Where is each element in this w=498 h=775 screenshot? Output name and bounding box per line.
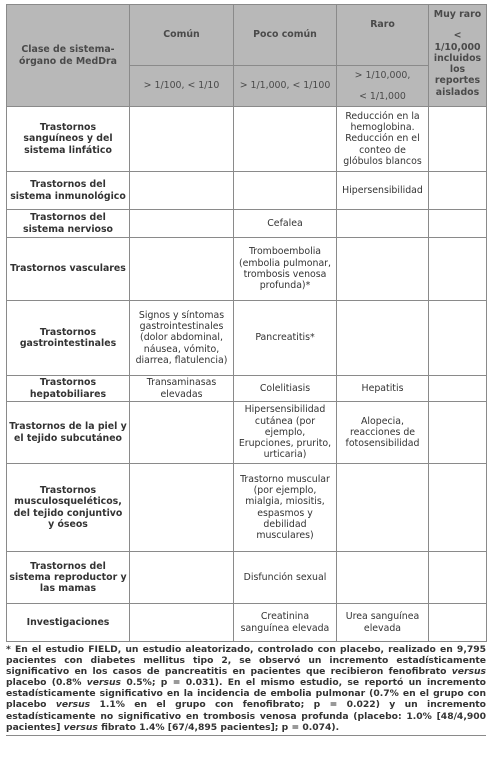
footnote-part: * En el estudio FIELD, un estudio aleatorizado, controlado con placebo, realizado en 9,795 pacientes con diabetes mellitus tipo 2, se observó un incremento estadísticamente significativo en los casos de pancreatitis en pacientes que recibieron fenofibrato bbox=[6, 644, 486, 678]
uncommon-cell: Creatinina sanguínea elevada bbox=[234, 604, 337, 642]
rare-cell: Hepatitis bbox=[337, 376, 429, 402]
soc-cell: Trastornos sanguíneos y del sistema linfático bbox=[7, 107, 130, 172]
footnote-part: 0.5%; p = 0.031). En el mismo estudio, se reportó un incremento estadísticamente significativo en la incidencia de embolia pulmonar (0.7% en el grupo con placebo bbox=[6, 677, 486, 711]
header-very-rare-label: Muy raro bbox=[433, 9, 482, 20]
common-cell: Transaminasas elevadas bbox=[130, 376, 234, 402]
very-rare-cell bbox=[429, 464, 487, 552]
very-rare-cell bbox=[429, 238, 487, 301]
soc-cell: Trastornos del sistema reproductor y las mamas bbox=[7, 552, 130, 604]
soc-cell: Trastornos de la piel y el tejido subcutáneo bbox=[7, 402, 130, 464]
rare-cell: Hipersensibilidad bbox=[337, 172, 429, 210]
soc-cell: Trastornos musculosqueléticos, del tejido conjuntivo y óseos bbox=[7, 464, 130, 552]
very-rare-cell bbox=[429, 301, 487, 376]
rare-cell: Urea sanguínea elevada bbox=[337, 604, 429, 642]
uncommon-cell: Trastorno muscular (por ejemplo, mialgia, miositis, espasmos y debilidad musculares) bbox=[234, 464, 337, 552]
footnote-italic: versus bbox=[86, 677, 122, 689]
uncommon-cell bbox=[234, 172, 337, 210]
table-row bbox=[7, 107, 487, 172]
rare-cell bbox=[337, 301, 429, 376]
common-cell bbox=[130, 172, 234, 210]
freq-rare-b: < 1/1,000 bbox=[359, 90, 406, 102]
rare-cell bbox=[337, 464, 429, 552]
rare-cell: Reducción en la hemoglobina. Reducción en el conteo de glóbulos blancos bbox=[337, 107, 429, 172]
common-cell bbox=[130, 604, 234, 642]
soc-cell: Trastornos del sistema inmunológico bbox=[7, 172, 130, 210]
soc-cell: Trastornos del sistema nervioso bbox=[7, 210, 130, 238]
rare-cell bbox=[337, 552, 429, 604]
uncommon-cell: Tromboembolia (embolia pulmonar, trombosis venosa profunda)* bbox=[234, 238, 337, 301]
uncommon-cell: Hipersensibilidad cutánea (por ejemplo, Erupciones, prurito, urticaria) bbox=[234, 402, 337, 464]
common-cell bbox=[130, 552, 234, 604]
very-rare-cell bbox=[429, 376, 487, 402]
table-row bbox=[7, 402, 487, 464]
footnote-italic: versus bbox=[63, 721, 98, 733]
table-row bbox=[7, 464, 487, 552]
uncommon-cell: Colelitiasis bbox=[234, 376, 337, 402]
uncommon-cell: Pancreatitis* bbox=[234, 301, 337, 376]
footnote-italic: versus bbox=[451, 666, 486, 678]
very-rare-cell bbox=[429, 107, 487, 172]
table-row bbox=[7, 210, 487, 238]
freq-rare bbox=[337, 66, 429, 107]
rare-cell: Alopecia, reacciones de fotosensibilidad bbox=[337, 402, 429, 464]
rare-cell bbox=[337, 238, 429, 301]
freq-common: > 1/100, < 1/10 bbox=[130, 66, 234, 107]
footnote-part: placebo (0.8% bbox=[6, 677, 87, 689]
table-row bbox=[7, 172, 487, 210]
table-row bbox=[7, 238, 487, 301]
header-very-rare bbox=[429, 5, 487, 107]
adverse-reactions-section bbox=[6, 4, 486, 736]
very-rare-cell bbox=[429, 402, 487, 464]
soc-cell: Trastornos hepatobiliares bbox=[7, 376, 130, 402]
table-row bbox=[7, 552, 487, 604]
common-cell bbox=[130, 402, 234, 464]
header-rare: Raro bbox=[337, 5, 429, 66]
uncommon-cell: Disfunción sexual bbox=[234, 552, 337, 604]
very-rare-cell bbox=[429, 552, 487, 604]
freq-uncommon: > 1/1,000, < 1/100 bbox=[234, 66, 337, 107]
common-cell bbox=[130, 210, 234, 238]
very-rare-cell bbox=[429, 210, 487, 238]
very-rare-cell bbox=[429, 172, 487, 210]
header-common: Común bbox=[130, 5, 234, 66]
common-cell bbox=[130, 464, 234, 552]
table-row bbox=[7, 604, 487, 642]
uncommon-cell: Cefalea bbox=[234, 210, 337, 238]
footnote-part: fibrato 1.4% [67/4,895 pacientes]; p = 0.074). bbox=[97, 721, 340, 733]
soc-cell: Trastornos gastrointestinales bbox=[7, 301, 130, 376]
uncommon-cell bbox=[234, 107, 337, 172]
header-very-rare-freq: < 1/10,000 incluidos los reportes aislados bbox=[433, 30, 482, 98]
footnote-italic: versus bbox=[55, 699, 91, 711]
common-cell bbox=[130, 238, 234, 301]
very-rare-cell bbox=[429, 604, 487, 642]
soc-cell: Investigaciones bbox=[7, 604, 130, 642]
header-row bbox=[7, 5, 487, 66]
footnote-block bbox=[6, 644, 486, 736]
freq-rare-a: > 1/10,000, bbox=[354, 70, 411, 82]
rare-cell bbox=[337, 210, 429, 238]
soc-cell: Trastornos vasculares bbox=[7, 238, 130, 301]
header-soc: Clase de sistema-órgano de MedDra bbox=[7, 5, 130, 107]
common-cell: Signos y síntomas gastrointestinales (dolor abdominal, náusea, vómito, diarrea, flatulencia) bbox=[130, 301, 234, 376]
adverse-reactions-table bbox=[6, 4, 487, 642]
footnote-text bbox=[6, 644, 486, 733]
table-row bbox=[7, 376, 487, 402]
footnote-part: 1.1% en el grupo con fenofibrato; p = 0.022) y un incremento estadísticamente no significativo en trombosis venosa profunda (placebo: 1.0% [48/4,900 pacientes] bbox=[6, 699, 486, 733]
header-uncommon: Poco común bbox=[234, 5, 337, 66]
common-cell bbox=[130, 107, 234, 172]
table-row bbox=[7, 301, 487, 376]
